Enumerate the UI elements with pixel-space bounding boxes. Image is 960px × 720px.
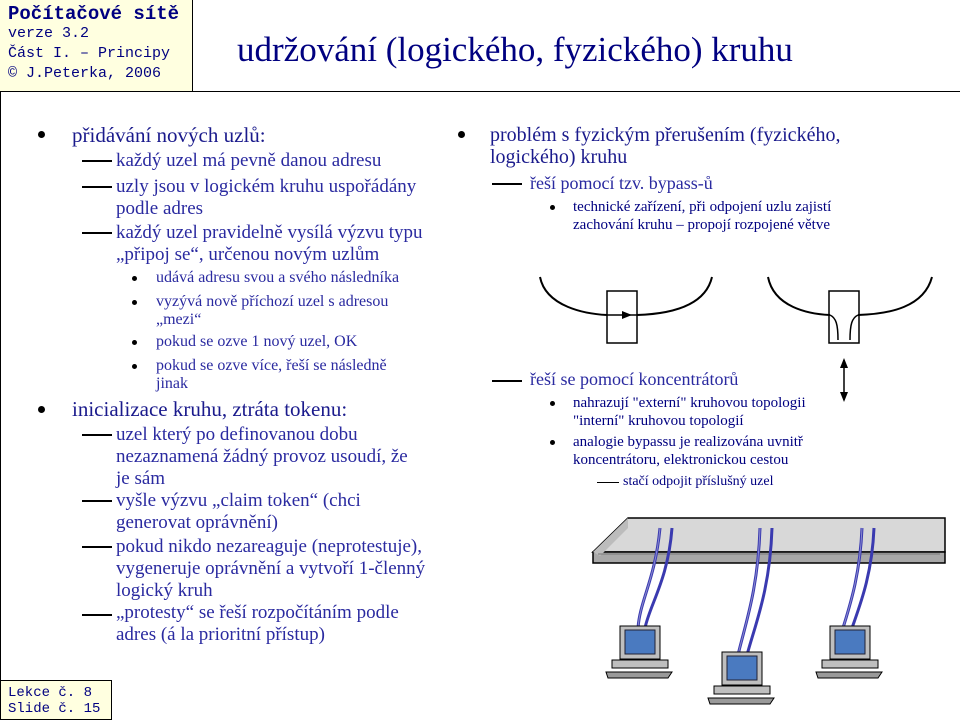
left-sub-noprotest-line1: pokud nikdo nezareaguje (neprotestuje),: [116, 536, 422, 557]
right-bullet-physical-line1: problém s fyzickým přerušením (fyzického,: [490, 124, 841, 146]
course-version: verze 3.2: [8, 25, 90, 42]
bypass-left-drawing: [540, 277, 712, 343]
right-subsub-device-line1: technické zařízení, při odpojení uzlu zajistí: [573, 199, 832, 215]
slide-footer: [0, 680, 112, 720]
left-subsub-calls-line2: „mezi“: [156, 311, 202, 328]
slide-title: udržování (logického, fyzického) kruhu: [237, 30, 793, 69]
left-sub-fixed-address: každý uzel má pevně danou adresu: [116, 150, 382, 171]
right-subsub-analogy-line1: analogie bypassu je realizována uvnitř: [573, 434, 803, 450]
left-sub-alone-line1: uzel který po definovanou dobu: [116, 424, 358, 445]
slide-number: Slide č. 15: [8, 701, 101, 717]
right-subsub-analogy-line2: koncentrátoru, elektronickou cestou: [573, 452, 789, 468]
right-subsub-device-line2: zachování kruhu – propojí rozpojené větve: [573, 217, 830, 233]
left-sub-alone-line3: je sám: [116, 468, 166, 489]
left-sub-claim-line2: generovat oprávnění): [116, 512, 278, 533]
computer-1: [606, 626, 672, 678]
right-sub-bypass: řeší pomocí tzv. bypass-ů: [530, 173, 713, 193]
computer-3: [816, 626, 882, 678]
computer-2: [708, 652, 774, 704]
right-subsub-replace-line1: nahrazují "externí" kruhovou topologii: [573, 395, 806, 411]
lesson-number: Lekce č. 8: [8, 685, 93, 701]
left-sub-ordered-line2: podle adres: [116, 198, 204, 219]
left-sub-ordered-line1: uzly jsou v logickém kruhu uspořádány: [116, 176, 417, 197]
left-sub-claim-line1: vyšle výzvu „claim token“ (chci: [116, 490, 361, 511]
course-name: Počítačové sítě: [8, 3, 180, 25]
left-bullet-adding-nodes: přidávání nových uzlů:: [72, 123, 266, 147]
left-subsub-more-line1: pokud se ozve více, řeší se následně: [156, 357, 387, 374]
left-subsub-calls-line1: vyzývá nově příchozí uzel s adresou: [156, 293, 389, 310]
right-subsub-replace-line2: "interní" kruhovou topologií: [573, 413, 744, 429]
right-bullet-physical-line2: logického) kruhu: [490, 146, 628, 168]
left-subsub-one-ok: pokud se ozve 1 nový uzel, OK: [156, 333, 358, 350]
course-part: Část I. – Principy: [8, 45, 171, 62]
left-sub-alone-line2: nezaznamená žádný provoz usoudí, že: [116, 446, 408, 467]
left-sub-noprotest-line3: logický kruh: [116, 580, 213, 601]
left-bullet-initialization: inicializace kruhu, ztráta tokenu:: [72, 397, 348, 421]
left-sub-protests-line1: „protesty“ se řeší rozpočítáním podle: [116, 602, 399, 623]
left-sub-protests-line2: adres (á la prioritní přístup): [116, 624, 325, 645]
left-sub-invite-line2: „připoj se“, určenou novým uzlům: [116, 244, 380, 265]
left-subsub-address: udává adresu svou a svého následníka: [156, 269, 400, 286]
left-subsub-more-line2: jinak: [156, 375, 188, 392]
bypass-right-drawing: [768, 277, 932, 402]
right-subsubsub-disconnect: stačí odpojit příslušný uzel: [623, 474, 774, 489]
right-sub-concentrators: řeší se pomocí koncentrátorů: [530, 369, 739, 389]
left-sub-invite-line1: každý uzel pravidelně vysílá výzvu typu: [116, 222, 423, 243]
left-sub-noprotest-line2: vygeneruje oprávnění a vytvoří 1-členný: [116, 558, 426, 579]
course-copyright: © J.Peterka, 2006: [8, 65, 162, 82]
